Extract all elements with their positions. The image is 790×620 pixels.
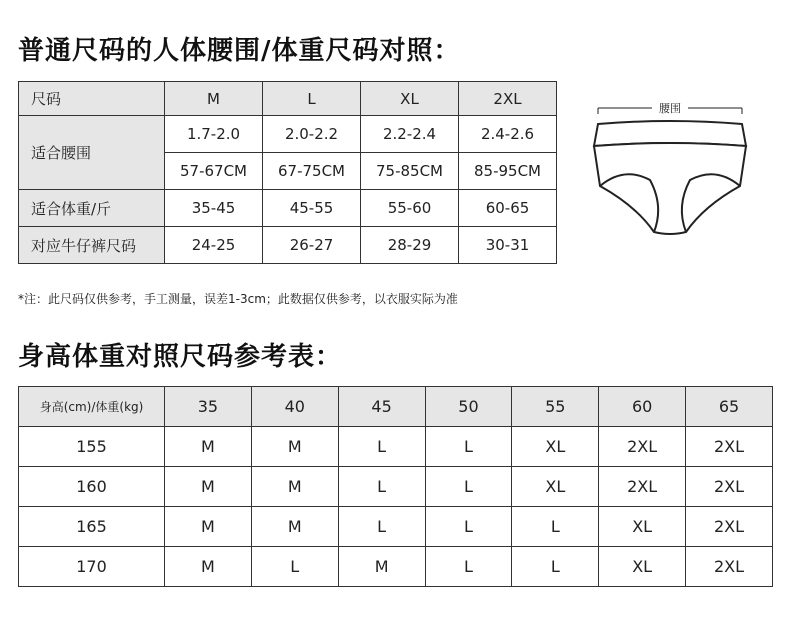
table-cell: 55-60 xyxy=(361,190,459,227)
height-weight-chart-title: 身高体重对照尺码参考表： xyxy=(18,342,343,372)
height-cell: 160 xyxy=(19,467,165,507)
size-header-cell: M xyxy=(165,82,263,116)
size-header-cell: XL xyxy=(361,82,459,116)
table-header-row xyxy=(19,82,557,116)
table-cell: 75-85CM xyxy=(361,153,459,190)
table-row xyxy=(19,427,773,467)
table-cell: 2XL xyxy=(686,427,773,467)
row-label-jeans-size: 对应牛仔裤尺码 xyxy=(19,227,165,264)
table-cell: 30-31 xyxy=(459,227,557,264)
table-cell: 57-67CM xyxy=(165,153,263,190)
weight-header-cell: 35 xyxy=(165,387,252,427)
table-cell: M xyxy=(251,507,338,547)
table-cell: M xyxy=(165,507,252,547)
table-cell: M xyxy=(165,427,252,467)
table-row xyxy=(19,227,557,264)
underwear-body-shape xyxy=(594,143,746,234)
table-cell: M xyxy=(251,467,338,507)
height-cell: 165 xyxy=(19,507,165,547)
table-cell: 24-25 xyxy=(165,227,263,264)
size-header-cell: 2XL xyxy=(459,82,557,116)
table-cell: 2XL xyxy=(686,507,773,547)
weight-header-cell: 60 xyxy=(599,387,686,427)
weight-header-cell: 50 xyxy=(425,387,512,427)
table-cell: L xyxy=(425,467,512,507)
weight-header-cell: 45 xyxy=(338,387,425,427)
table-cell: M xyxy=(165,467,252,507)
table-cell: XL xyxy=(512,427,599,467)
table-row xyxy=(19,507,773,547)
table-cell: L xyxy=(425,427,512,467)
table-cell: XL xyxy=(512,467,599,507)
table-cell: 2XL xyxy=(686,467,773,507)
table-cell: 2.4-2.6 xyxy=(459,116,557,153)
height-weight-size-table xyxy=(18,386,773,587)
size-header-cell: L xyxy=(263,82,361,116)
table-cell: 67-75CM xyxy=(263,153,361,190)
table-header-row xyxy=(19,387,773,427)
weight-header-cell: 55 xyxy=(512,387,599,427)
table-cell: M xyxy=(338,547,425,587)
table-cell: L xyxy=(338,507,425,547)
table-cell: M xyxy=(251,427,338,467)
table-cell: 60-65 xyxy=(459,190,557,227)
height-cell: 155 xyxy=(19,427,165,467)
table-row xyxy=(19,547,773,587)
height-cell: 170 xyxy=(19,547,165,587)
weight-header-cell: 40 xyxy=(251,387,338,427)
waist-label: 腰围 xyxy=(659,102,681,115)
size-header-label: 尺码 xyxy=(19,82,165,116)
table-cell: XL xyxy=(599,507,686,547)
disclaimer-note: *注：此尺码仅供参考，手工测量，误差1-3cm；此数据仅供参考，以衣服实际为准 xyxy=(18,292,458,306)
table-cell: 26-27 xyxy=(263,227,361,264)
table-cell: 2.2-2.4 xyxy=(361,116,459,153)
table-cell: L xyxy=(251,547,338,587)
table-cell: 2XL xyxy=(599,427,686,467)
table-cell: L xyxy=(425,547,512,587)
underwear-waist-diagram xyxy=(584,96,754,236)
table-cell: L xyxy=(425,507,512,547)
table-row xyxy=(19,116,557,153)
table-cell: 85-95CM xyxy=(459,153,557,190)
weight-header-cell: 65 xyxy=(686,387,773,427)
table-cell: L xyxy=(512,507,599,547)
table-row xyxy=(19,467,773,507)
table-cell: L xyxy=(512,547,599,587)
row-label-waist: 适合腰围 xyxy=(19,116,165,190)
table-cell: L xyxy=(338,467,425,507)
row-label-weight: 适合体重/斤 xyxy=(19,190,165,227)
table-cell: M xyxy=(165,547,252,587)
table-cell: XL xyxy=(599,547,686,587)
table-cell: 2XL xyxy=(686,547,773,587)
waist-weight-size-table xyxy=(18,81,557,264)
table-cell: 45-55 xyxy=(263,190,361,227)
table-row xyxy=(19,190,557,227)
table-cell: L xyxy=(338,427,425,467)
corner-header-label: 身高(cm)/体重(kg) xyxy=(19,387,165,427)
table-cell: 2XL xyxy=(599,467,686,507)
table-cell: 35-45 xyxy=(165,190,263,227)
table-cell: 1.7-2.0 xyxy=(165,116,263,153)
table-cell: 2.0-2.2 xyxy=(263,116,361,153)
table-cell: 28-29 xyxy=(361,227,459,264)
size-chart-title: 普通尺码的人体腰围/体重尺码对照： xyxy=(18,36,461,66)
